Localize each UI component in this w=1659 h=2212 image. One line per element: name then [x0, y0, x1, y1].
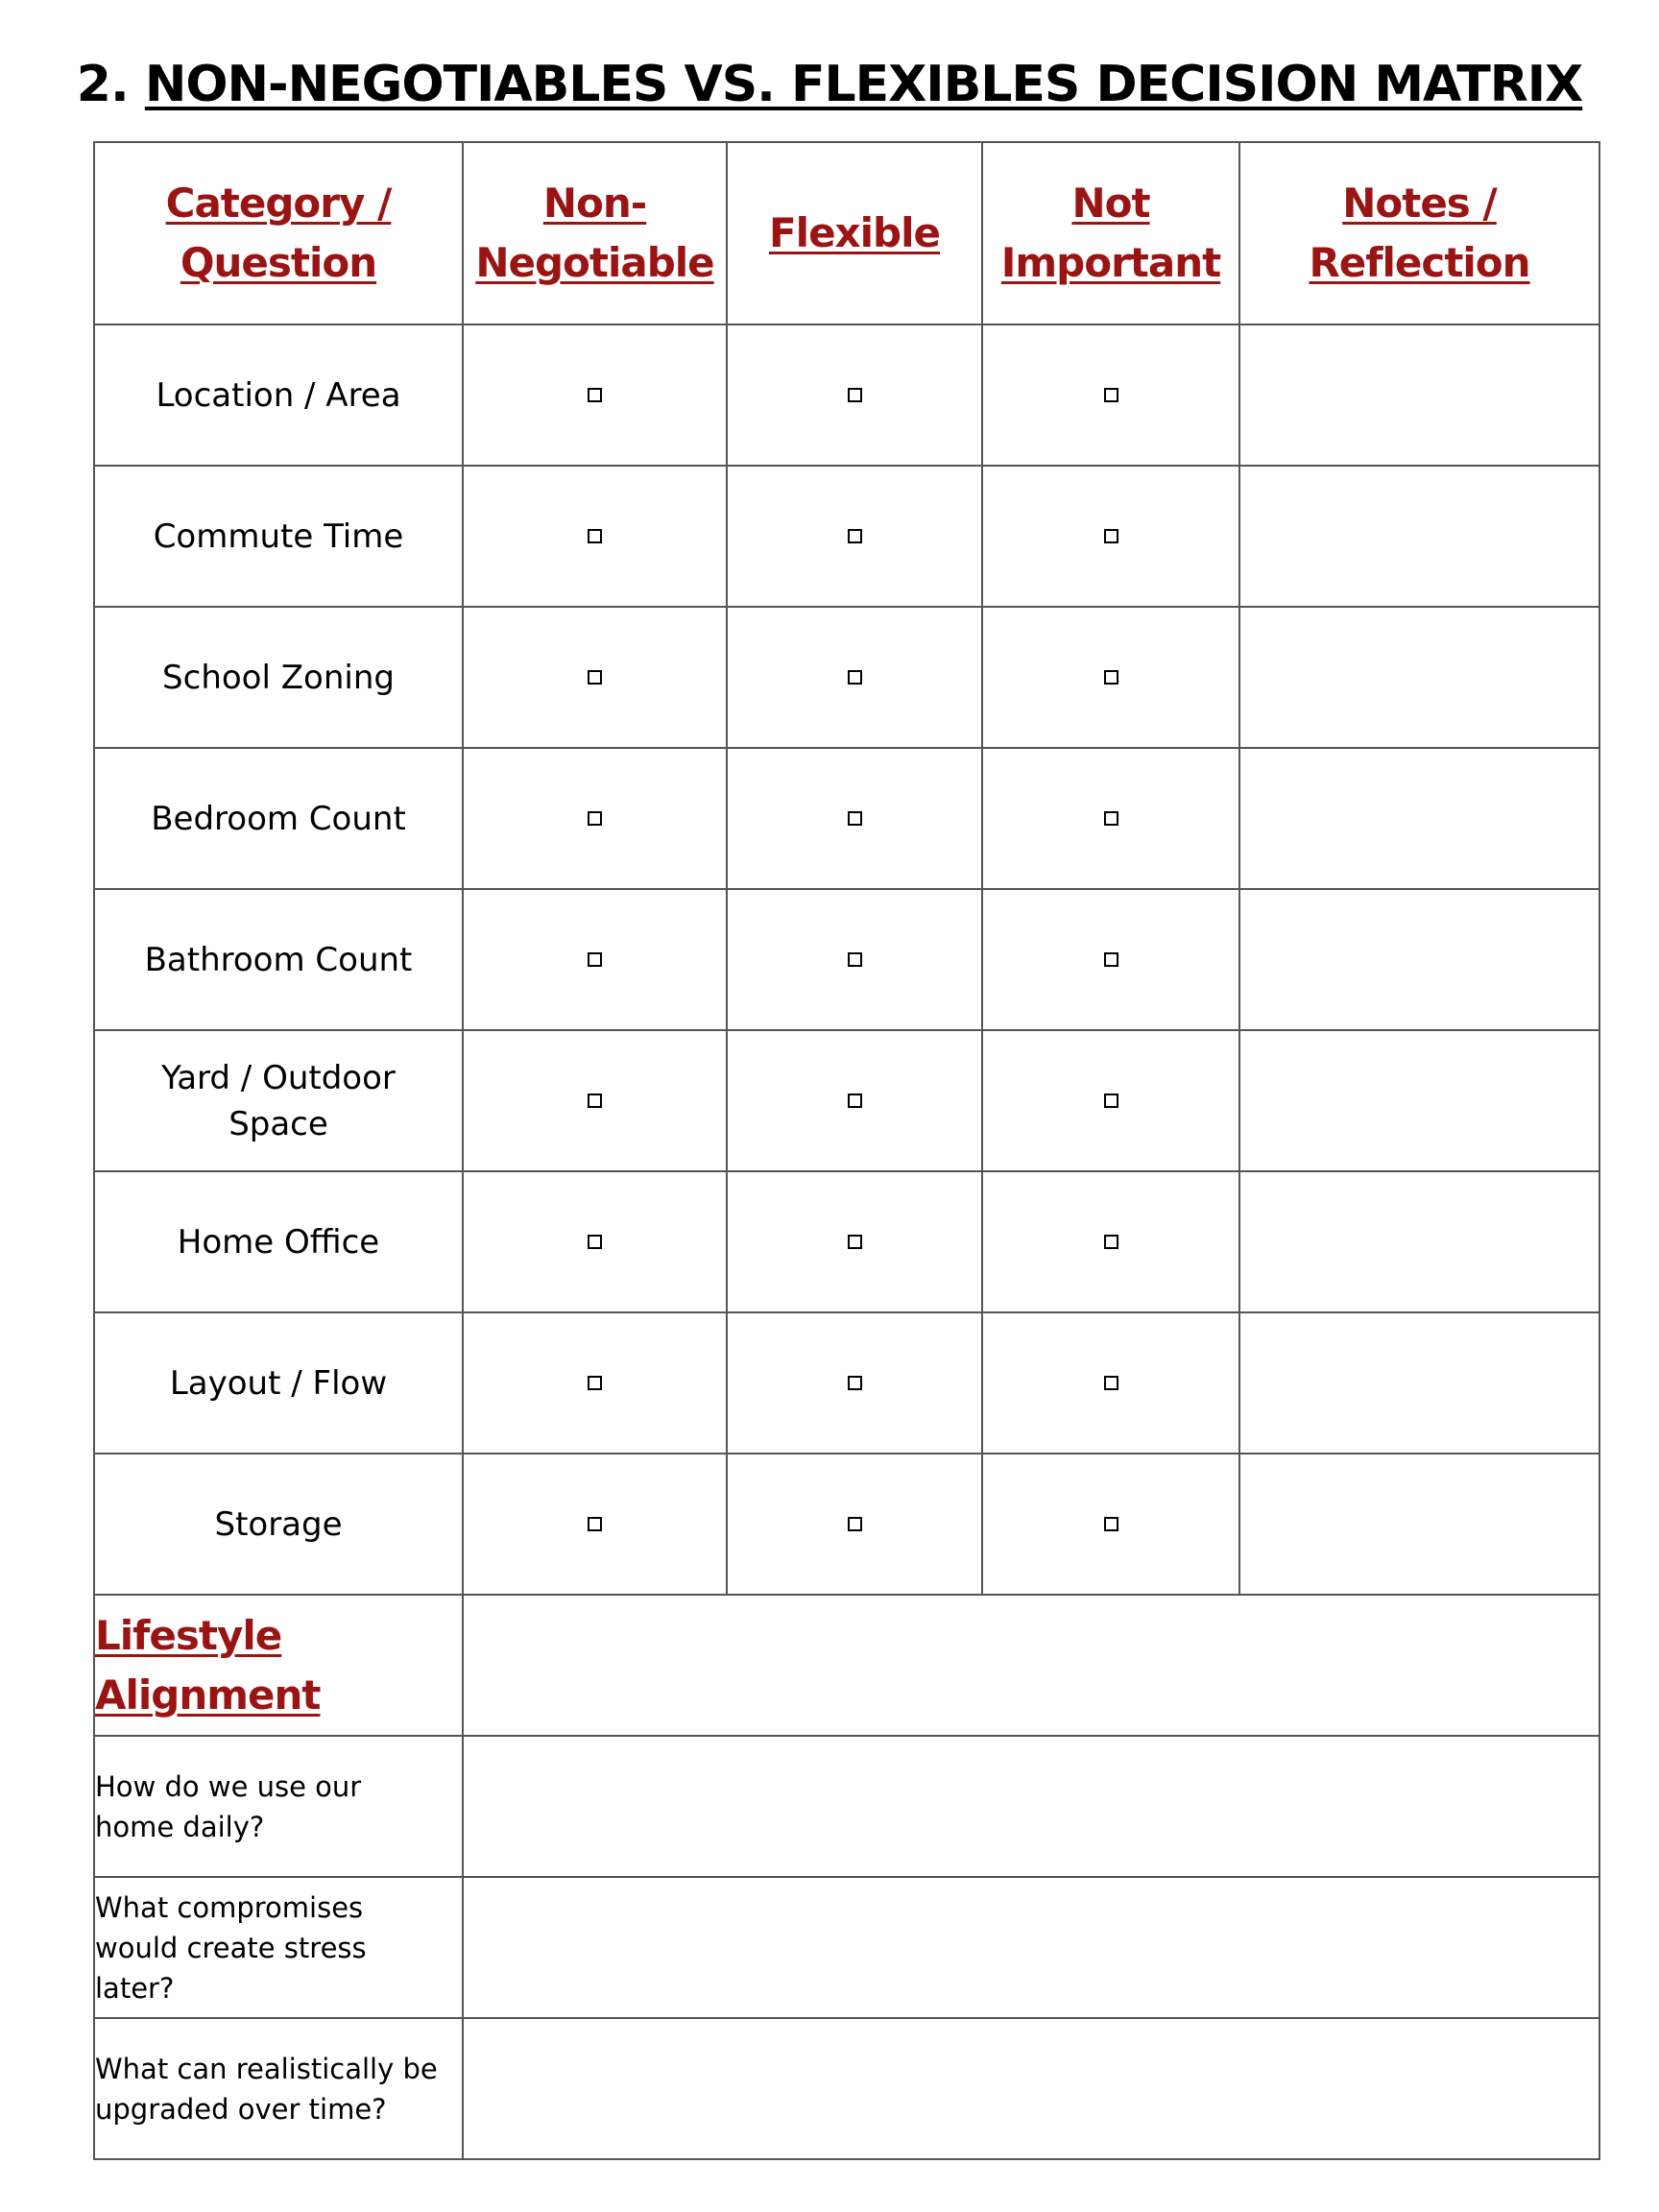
category-cell: Layout / Flow — [94, 1312, 463, 1454]
notes-cell[interactable] — [1239, 1312, 1599, 1454]
table-row — [94, 889, 1599, 1030]
checkbox-flexible[interactable] — [848, 388, 862, 402]
lifestyle-answer-field[interactable] — [463, 1736, 1599, 1877]
lifestyle-heading-blank — [463, 1595, 1599, 1736]
lifestyle-question: What compromises would create stress later? — [94, 1877, 463, 2018]
notes-cell[interactable] — [1239, 1171, 1599, 1312]
category-cell: Bathroom Count — [94, 889, 463, 1030]
checkbox-cell-flexible — [727, 1030, 982, 1171]
table-row — [94, 1030, 1599, 1171]
lifestyle-question-row — [94, 1736, 1599, 1877]
checkbox-not-important[interactable] — [1104, 1376, 1118, 1390]
lifestyle-answer-field[interactable] — [463, 2018, 1599, 2159]
lifestyle-question-row — [94, 2018, 1599, 2159]
checkbox-not-important[interactable] — [1104, 670, 1118, 685]
notes-cell[interactable] — [1239, 607, 1599, 748]
checkbox-non-negotiable[interactable] — [588, 1094, 602, 1108]
lifestyle-alignment-heading: Lifestyle Alignment — [94, 1595, 463, 1736]
checkbox-not-important[interactable] — [1104, 811, 1118, 826]
notes-cell[interactable] — [1239, 748, 1599, 889]
checkbox-non-negotiable[interactable] — [588, 1235, 602, 1249]
checkbox-cell-flexible — [727, 607, 982, 748]
category-cell: Location / Area — [94, 325, 463, 466]
checkbox-not-important[interactable] — [1104, 1517, 1118, 1531]
checkbox-cell-non-negotiable — [463, 748, 727, 889]
checkbox-cell-not-important — [982, 889, 1239, 1030]
category-cell: Storage — [94, 1454, 463, 1595]
checkbox-cell-not-important — [982, 607, 1239, 748]
checkbox-cell-non-negotiable — [463, 1171, 727, 1312]
notes-cell[interactable] — [1239, 889, 1599, 1030]
checkbox-cell-non-negotiable — [463, 466, 727, 607]
table-row — [94, 1454, 1599, 1595]
checkbox-cell-non-negotiable — [463, 889, 727, 1030]
checkbox-cell-flexible — [727, 466, 982, 607]
checkbox-cell-not-important — [982, 1312, 1239, 1454]
notes-cell[interactable] — [1239, 1454, 1599, 1595]
checkbox-non-negotiable[interactable] — [588, 952, 602, 967]
checkbox-cell-non-negotiable — [463, 1454, 727, 1595]
checkbox-non-negotiable[interactable] — [588, 388, 602, 402]
checkbox-not-important[interactable] — [1104, 529, 1118, 543]
checkbox-cell-not-important — [982, 1454, 1239, 1595]
checkbox-non-negotiable[interactable] — [588, 811, 602, 826]
table-row — [94, 748, 1599, 889]
checkbox-cell-not-important — [982, 1030, 1239, 1171]
checkbox-not-important[interactable] — [1104, 1235, 1118, 1249]
notes-cell[interactable] — [1239, 325, 1599, 466]
checkbox-flexible[interactable] — [848, 811, 862, 826]
category-cell: School Zoning — [94, 607, 463, 748]
lifestyle-heading-row — [94, 1595, 1599, 1736]
checkbox-flexible[interactable] — [848, 1235, 862, 1249]
category-cell: Commute Time — [94, 466, 463, 607]
checkbox-cell-not-important — [982, 748, 1239, 889]
checkbox-cell-non-negotiable — [463, 1312, 727, 1454]
checkbox-flexible[interactable] — [848, 1094, 862, 1108]
checkbox-non-negotiable[interactable] — [588, 529, 602, 543]
checkbox-cell-flexible — [727, 1454, 982, 1595]
checkbox-cell-flexible — [727, 1171, 982, 1312]
checkbox-cell-not-important — [982, 1171, 1239, 1312]
checkbox-cell-not-important — [982, 325, 1239, 466]
checkbox-not-important[interactable] — [1104, 1094, 1118, 1108]
checkbox-cell-flexible — [727, 889, 982, 1030]
header-non-negotiable: Non- Negotiable — [463, 142, 727, 325]
category-cell: Yard / Outdoor Space — [94, 1030, 463, 1171]
checkbox-not-important[interactable] — [1104, 952, 1118, 967]
checkbox-cell-flexible — [727, 1312, 982, 1454]
checkbox-non-negotiable[interactable] — [588, 670, 602, 685]
page-title — [0, 46, 1659, 123]
header-notes-reflection: Notes / Reflection — [1239, 142, 1599, 325]
checkbox-flexible[interactable] — [848, 1376, 862, 1390]
table-row — [94, 466, 1599, 607]
table-row — [94, 1171, 1599, 1312]
lifestyle-question-row — [94, 1877, 1599, 2018]
decision-matrix-table — [93, 141, 1600, 2160]
checkbox-non-negotiable[interactable] — [588, 1517, 602, 1531]
title-text: NON-NEGOTIABLES VS. FLEXIBLES DECISION MATRIX — [144, 56, 1583, 113]
checkbox-flexible[interactable] — [848, 529, 862, 543]
checkbox-cell-non-negotiable — [463, 1030, 727, 1171]
checkbox-not-important[interactable] — [1104, 388, 1118, 402]
header-row — [94, 142, 1599, 325]
checkbox-cell-flexible — [727, 748, 982, 889]
checkbox-cell-flexible — [727, 325, 982, 466]
notes-cell[interactable] — [1239, 1030, 1599, 1171]
table-row — [94, 607, 1599, 748]
checkbox-cell-non-negotiable — [463, 325, 727, 466]
checkbox-flexible[interactable] — [848, 952, 862, 967]
header-not-important: Not Important — [982, 142, 1239, 325]
table-row — [94, 325, 1599, 466]
category-cell: Home Office — [94, 1171, 463, 1312]
checkbox-flexible[interactable] — [848, 1517, 862, 1531]
checkbox-flexible[interactable] — [848, 670, 862, 685]
notes-cell[interactable] — [1239, 466, 1599, 607]
table-row — [94, 1312, 1599, 1454]
lifestyle-answer-field[interactable] — [463, 1877, 1599, 2018]
title-number: 2. — [76, 56, 129, 113]
header-category: Category / Question — [94, 142, 463, 325]
lifestyle-question: How do we use our home daily? — [94, 1736, 463, 1877]
header-flexible: Flexible — [727, 142, 982, 325]
checkbox-non-negotiable[interactable] — [588, 1376, 602, 1390]
checkbox-cell-non-negotiable — [463, 607, 727, 748]
checkbox-cell-not-important — [982, 466, 1239, 607]
lifestyle-question: What can realistically be upgraded over time? — [94, 2018, 463, 2159]
category-cell: Bedroom Count — [94, 748, 463, 889]
